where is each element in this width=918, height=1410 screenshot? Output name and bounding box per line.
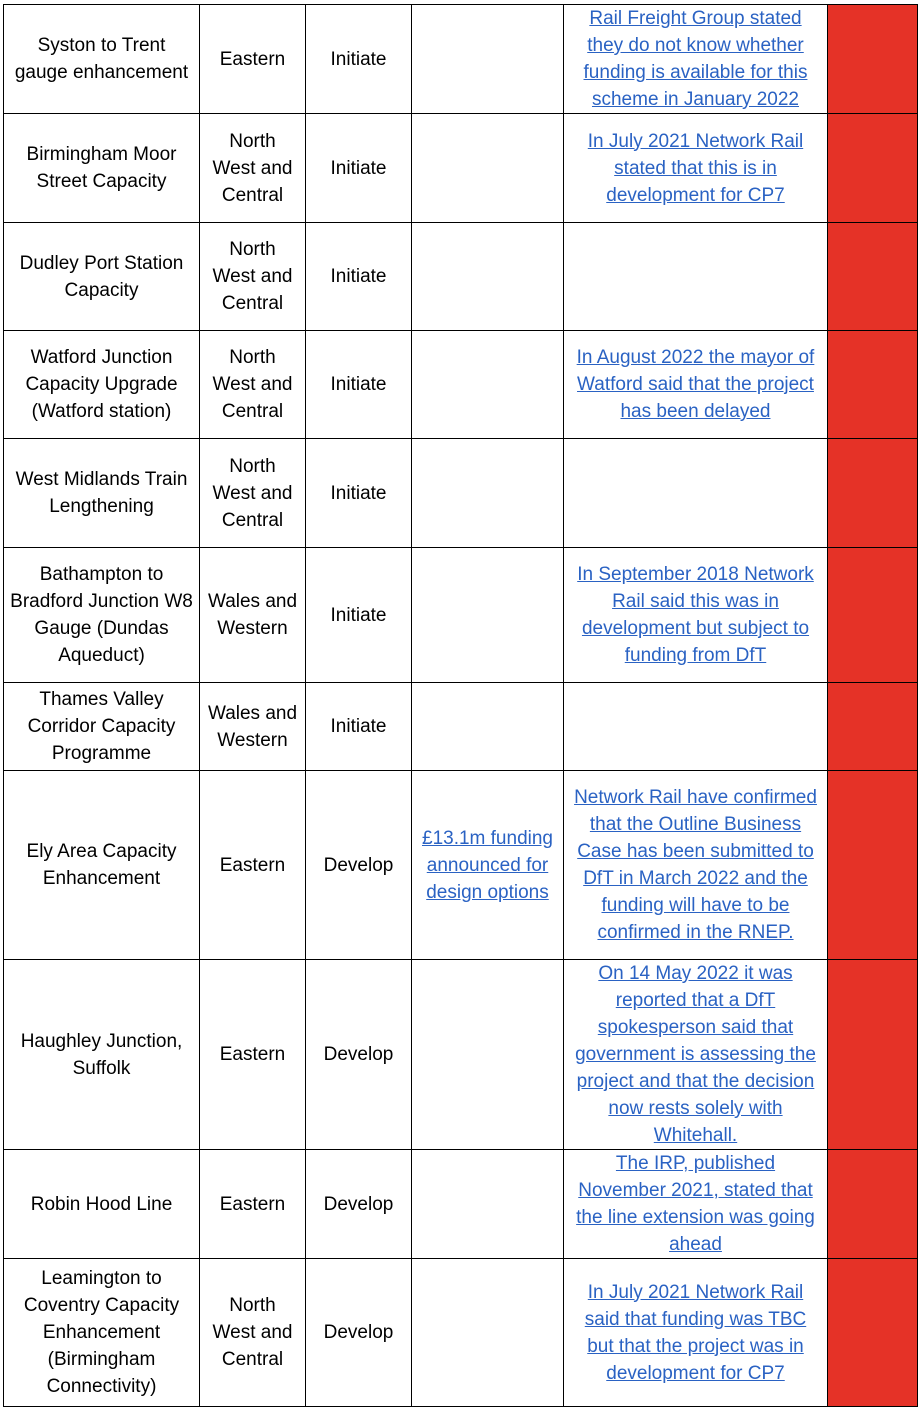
- funding-cell: [412, 223, 564, 331]
- scheme-name: Ely Area Capacity Enhancement: [4, 771, 200, 960]
- region: North West and Central: [200, 223, 306, 331]
- funding-link[interactable]: £13.1m funding announced for design options: [422, 827, 553, 903]
- scheme-name: Watford Junction Capacity Upgrade (Watford station): [4, 331, 200, 439]
- region: Eastern: [200, 5, 306, 114]
- status-rag-cell: [828, 771, 918, 960]
- region: Eastern: [200, 1150, 306, 1259]
- region: North West and Central: [200, 1259, 306, 1407]
- table-row: [4, 548, 918, 683]
- scheme-name: Birmingham Moor Street Capacity: [4, 114, 200, 223]
- stage: Initiate: [306, 548, 412, 683]
- status-rag-cell: [828, 960, 918, 1150]
- status-rag-cell: [828, 1150, 918, 1259]
- funding-cell: [412, 331, 564, 439]
- update-cell: [564, 114, 828, 223]
- table-row: [4, 1150, 918, 1259]
- status-rag-cell: [828, 5, 918, 114]
- scheme-name: Thames Valley Corridor Capacity Programme: [4, 683, 200, 771]
- region: North West and Central: [200, 439, 306, 548]
- region: Eastern: [200, 960, 306, 1150]
- table-row: [4, 331, 918, 439]
- scheme-name: Haughley Junction, Suffolk: [4, 960, 200, 1150]
- region: Wales and Western: [200, 548, 306, 683]
- funding-cell: [412, 5, 564, 114]
- update-link[interactable]: In September 2018 Network Rail said this was in development but subject to funding from DfT: [577, 564, 814, 666]
- funding-cell: [412, 548, 564, 683]
- region: North West and Central: [200, 114, 306, 223]
- status-rag-cell: [828, 114, 918, 223]
- update-cell: [564, 548, 828, 683]
- table-row: [4, 960, 918, 1150]
- scheme-name: Robin Hood Line: [4, 1150, 200, 1259]
- stage: Develop: [306, 960, 412, 1150]
- stage: Initiate: [306, 683, 412, 771]
- update-cell: [564, 771, 828, 960]
- schemes-table-body: [4, 5, 918, 1407]
- status-rag-cell: [828, 1259, 918, 1407]
- table-row: [4, 439, 918, 548]
- table-row: [4, 771, 918, 960]
- update-link[interactable]: On 14 May 2022 it was reported that a DfT spokesperson said that government is assessing the project and that the decision now rests solely with Whitehall.: [575, 963, 816, 1146]
- status-rag-cell: [828, 223, 918, 331]
- stage: Initiate: [306, 439, 412, 548]
- update-cell: [564, 1150, 828, 1259]
- update-cell: [564, 439, 828, 548]
- table-row: [4, 114, 918, 223]
- update-link[interactable]: In August 2022 the mayor of Watford said that the project has been delayed: [576, 347, 815, 422]
- stage: Initiate: [306, 331, 412, 439]
- stage: Develop: [306, 1150, 412, 1259]
- stage: Initiate: [306, 114, 412, 223]
- region: Eastern: [200, 771, 306, 960]
- update-cell: [564, 1259, 828, 1407]
- update-link[interactable]: In July 2021 Network Rail stated that this is in development for CP7: [587, 130, 804, 206]
- stage: Initiate: [306, 223, 412, 331]
- update-link[interactable]: In July 2021 Network Rail said that funding was TBC but that the project was in development for CP7: [584, 1281, 807, 1384]
- update-cell: [564, 5, 828, 114]
- scheme-name: Syston to Trent gauge enhancement: [4, 5, 200, 114]
- region: Wales and Western: [200, 683, 306, 771]
- update-cell: [564, 960, 828, 1150]
- funding-cell: [412, 960, 564, 1150]
- update-cell: [564, 331, 828, 439]
- funding-cell: [412, 439, 564, 548]
- update-link[interactable]: Network Rail have confirmed that the Outline Business Case has been submitted to DfT in March 2022 and the funding will have to be confirmed in the RNEP.: [574, 787, 817, 943]
- funding-cell: [412, 114, 564, 223]
- status-rag-cell: [828, 548, 918, 683]
- update-link[interactable]: Rail Freight Group stated they do not know whether funding is available for this scheme in January 2022: [583, 8, 808, 110]
- scheme-name: Leamington to Coventry Capacity Enhancement (Birmingham Connectivity): [4, 1259, 200, 1407]
- status-rag-cell: [828, 683, 918, 771]
- funding-cell: [412, 1259, 564, 1407]
- update-cell: [564, 223, 828, 331]
- stage: Develop: [306, 771, 412, 960]
- region: North West and Central: [200, 331, 306, 439]
- status-rag-cell: [828, 439, 918, 548]
- table-row: [4, 223, 918, 331]
- scheme-name: West Midlands Train Lengthening: [4, 439, 200, 548]
- stage: Initiate: [306, 5, 412, 114]
- funding-cell: [412, 1150, 564, 1259]
- table-row: [4, 5, 918, 114]
- schemes-table: [3, 4, 918, 1407]
- scheme-name: Dudley Port Station Capacity: [4, 223, 200, 331]
- update-link[interactable]: The IRP, published November 2021, stated that the line extension was going ahead: [576, 1153, 815, 1255]
- status-rag-cell: [828, 331, 918, 439]
- stage: Develop: [306, 1259, 412, 1407]
- table-row: [4, 683, 918, 771]
- funding-cell: [412, 683, 564, 771]
- scheme-name: Bathampton to Bradford Junction W8 Gauge (Dundas Aqueduct): [4, 548, 200, 683]
- table-row: [4, 1259, 918, 1407]
- update-cell: [564, 683, 828, 771]
- funding-cell: [412, 771, 564, 960]
